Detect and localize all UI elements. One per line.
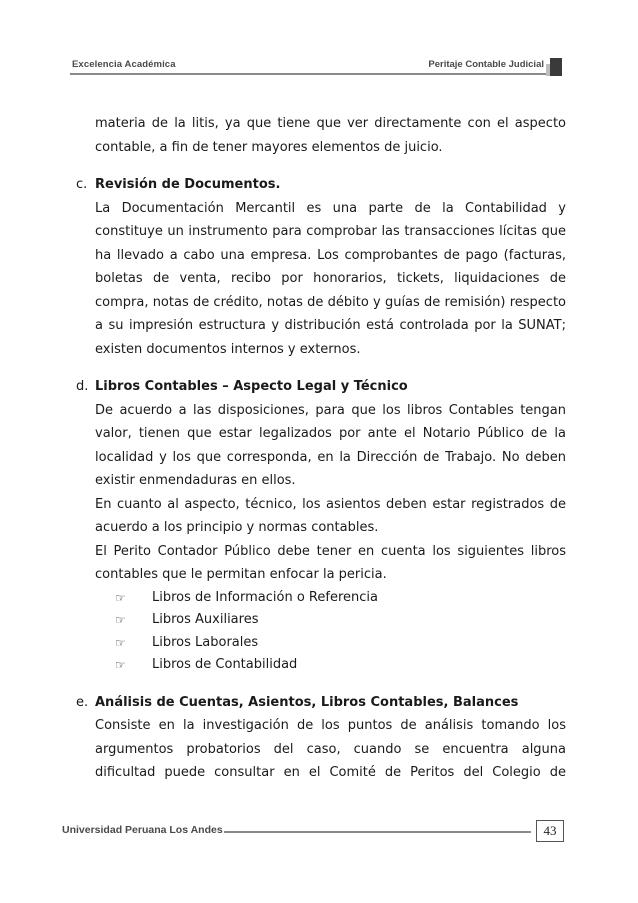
footer-rule — [224, 831, 531, 833]
header-right-text: Peritaje Contable Judicial — [428, 59, 544, 70]
section-e-title: Análisis de Cuentas, Asientos, Libros Contables, Balances — [95, 694, 519, 710]
section-e-paragraph: Consiste en la investigación de los puntos de análisis tomando los argumentos probatorios del caso, cuando se encuentra alguna dificultad puede consultar en el Comité de Peritos del Colegio de — [95, 718, 566, 780]
list-item-text: Libros Laborales — [152, 634, 259, 650]
section-c-title: Revisión de Documentos. — [95, 177, 281, 192]
header-tab — [550, 58, 562, 76]
section-d-paragraph-1: De acuerdo a las disposiciones, para que los libros Contables tengan valor, tienen que estar legalizados por ante el Notario Público de la localidad y los que corresponda, en la Dirección de Trabajo. No deben existir enmendaduras en ellos. — [95, 402, 566, 488]
list-item — [95, 587, 566, 610]
section-e-marker: e. — [76, 694, 89, 710]
list-item-text: Libros de Contabilidad — [152, 657, 298, 672]
pointing-hand-icon: ☞ — [115, 635, 126, 650]
document-body — [76, 112, 566, 785]
list-item — [95, 654, 566, 677]
section-d-heading — [76, 375, 566, 399]
footer-university: Universidad Peruana Los Andes — [62, 824, 223, 836]
section-d-title: Libros Contables – Aspecto Legal y Técnico — [95, 379, 408, 394]
pointing-hand-icon: ☞ — [115, 658, 126, 672]
header-left-text: Excelencia Académica — [72, 59, 176, 70]
intro-paragraph: materia de la litis, ya que tiene que ver directamente con el aspecto contable, a fin de tener mayores elementos de juicio. — [95, 116, 566, 155]
section-e-heading — [76, 691, 566, 715]
list-item-text: Libros Auxiliares — [152, 612, 259, 627]
header-rule — [70, 73, 548, 75]
list-item-text: Libros de Información o Referencia — [152, 589, 378, 605]
section-c-paragraph: La Documentación Mercantil es una parte de la Contabilidad y constituye un instrumento para comprobar las transacciones lícitas que ha llevado a cabo una empresa. Los comprobantes de pago (facturas, boletas de venta, recibo por honorarios, tickets, liquidaciones de compra, notas de crédito, notas de débito y guías de remisión) respecto a su impresión estructura y distribución está controlada por la SUNAT; existen documentos internos y externos. — [95, 200, 566, 357]
pointing-hand-icon: ☞ — [115, 613, 126, 627]
section-c-heading — [76, 173, 566, 197]
pointing-hand-icon: ☞ — [115, 590, 126, 605]
section-d-paragraph-2: En cuanto al aspecto, técnico, los asientos deben estar registrados de acuerdo a los principio y normas contables. — [95, 496, 566, 535]
section-d-paragraph-3: El Perito Contador Público debe tener en cuenta los siguientes libros contables que le permitan enfocar la pericia. — [95, 543, 566, 582]
section-c-marker: c. — [76, 177, 88, 192]
libros-list — [76, 587, 566, 677]
section-d-marker: d. — [76, 379, 89, 394]
page-footer — [62, 820, 566, 844]
list-item — [95, 609, 566, 632]
page-number: 43 — [536, 820, 564, 842]
page-header — [70, 55, 564, 85]
list-item — [95, 632, 566, 655]
